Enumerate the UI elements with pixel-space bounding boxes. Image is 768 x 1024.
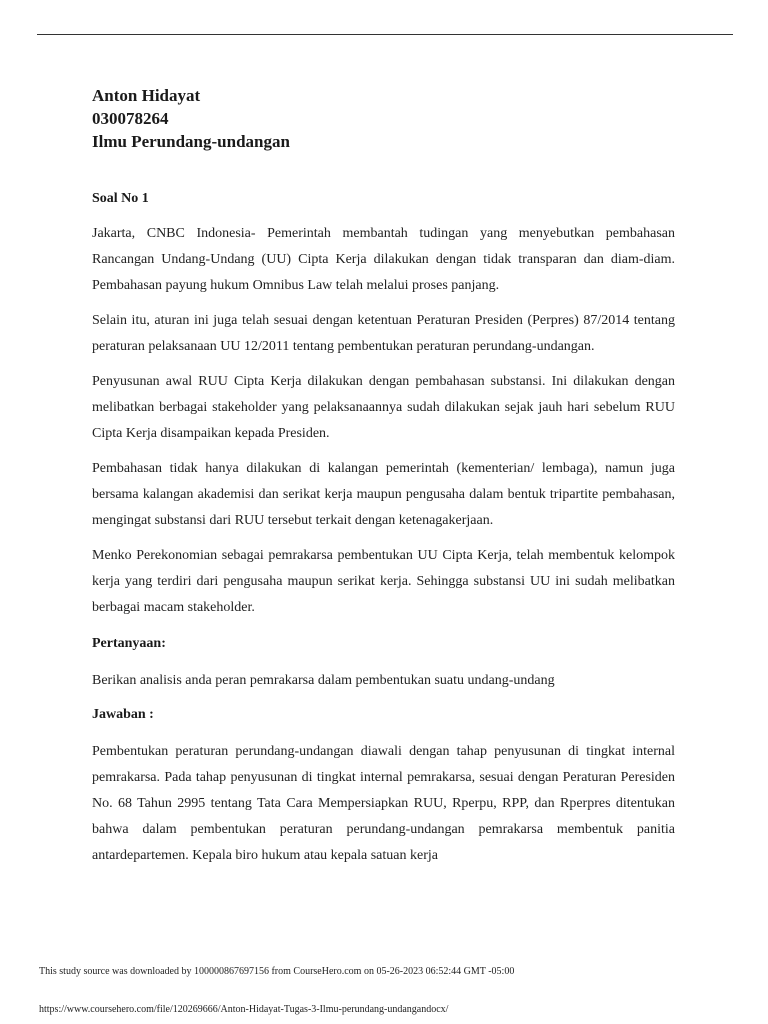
paragraph-4: Pembahasan tidak hanya dilakukan di kalangan pemerintah (kementerian/ lembaga), namun juga bersama kalangan akademisi dan serikat kerja maupun pengusaha dalam bentuk tripartite pembahasan, mengingat substansi dari RUU tersebut terkait dengan ketenagakerjaan.	[92, 461, 675, 528]
source-url[interactable]: https://www.coursehero.com/file/120269666/Anton-Hidayat-Tugas-3-Ilmu-perundang-undangandocx/	[39, 1004, 449, 1015]
download-notice: This study source was downloaded by 100000867697156 from CourseHero.com on 05-26-2023 06:52:44 GMT -05:00	[39, 966, 515, 977]
paragraph-3: Penyusunan awal RUU Cipta Kerja dilakukan dengan pembahasan substansi. Ini dilakukan dengan melibatkan berbagai stakeholder yang pelaksanaannya sudah dilakukan sejak jauh hari sebelum RUU Cipta Kerja disampaikan kepada Presiden.	[92, 374, 675, 441]
top-divider	[37, 34, 733, 35]
question-text: Berikan analisis anda peran pemrakarsa dalam pembentukan suatu undang-undang	[92, 673, 555, 688]
answer-label: Jawaban :	[92, 707, 154, 722]
paragraph-2: Selain itu, aturan ini juga telah sesuai dengan ketentuan Peraturan Presiden (Perpres) 87/2014 tentang peraturan pelaksanaan UU 12/2011 tentang pembentukan peraturan perundang-undangan.	[92, 313, 675, 354]
paragraph-5: Menko Perekonomian sebagai pemrakarsa pembentukan UU Cipta Kerja, telah membentuk kelompok kerja yang terdiri dari pengusaha maupun serikat kerja. Sehingga substansi UU ini sudah melibatkan berbagai macam stakeholder.	[92, 548, 675, 615]
student-id: 030078264	[92, 109, 169, 128]
course-title: Ilmu Perundang-undangan	[92, 132, 290, 151]
author-name: Anton Hidayat	[92, 86, 201, 105]
paragraph-1: Jakarta, CNBC Indonesia- Pemerintah membantah tudingan yang menyebutkan pembahasan Rancangan Undang-Undang (UU) Cipta Kerja dilakukan dengan tidak transparan dan diam-diam. Pembahasan payung hukum Omnibus Law telah melalui proses panjang.	[92, 226, 675, 293]
document-body	[92, 84, 675, 869]
answer-text: Pembentukan peraturan perundang-undangan diawali dengan tahap penyusunan di tingkat internal pemrakarsa. Pada tahap penyusunan di tingkat internal pemrakarsa, sesuai dengan Peraturan Peresiden No. 68 Tahun 2995 tentang Tata Cara Mempersiapkan RUU, Rperpu, RPP, dan Rperpres ditentukan bahwa dalam pembentukan peraturan perundang-undangan pemrakarsa membentuk panitia antardepartemen. Kepala biro hukum atau kepala satuan kerja	[92, 744, 675, 863]
question-label: Pertanyaan:	[92, 636, 166, 651]
question-number-title: Soal No 1	[92, 191, 149, 206]
